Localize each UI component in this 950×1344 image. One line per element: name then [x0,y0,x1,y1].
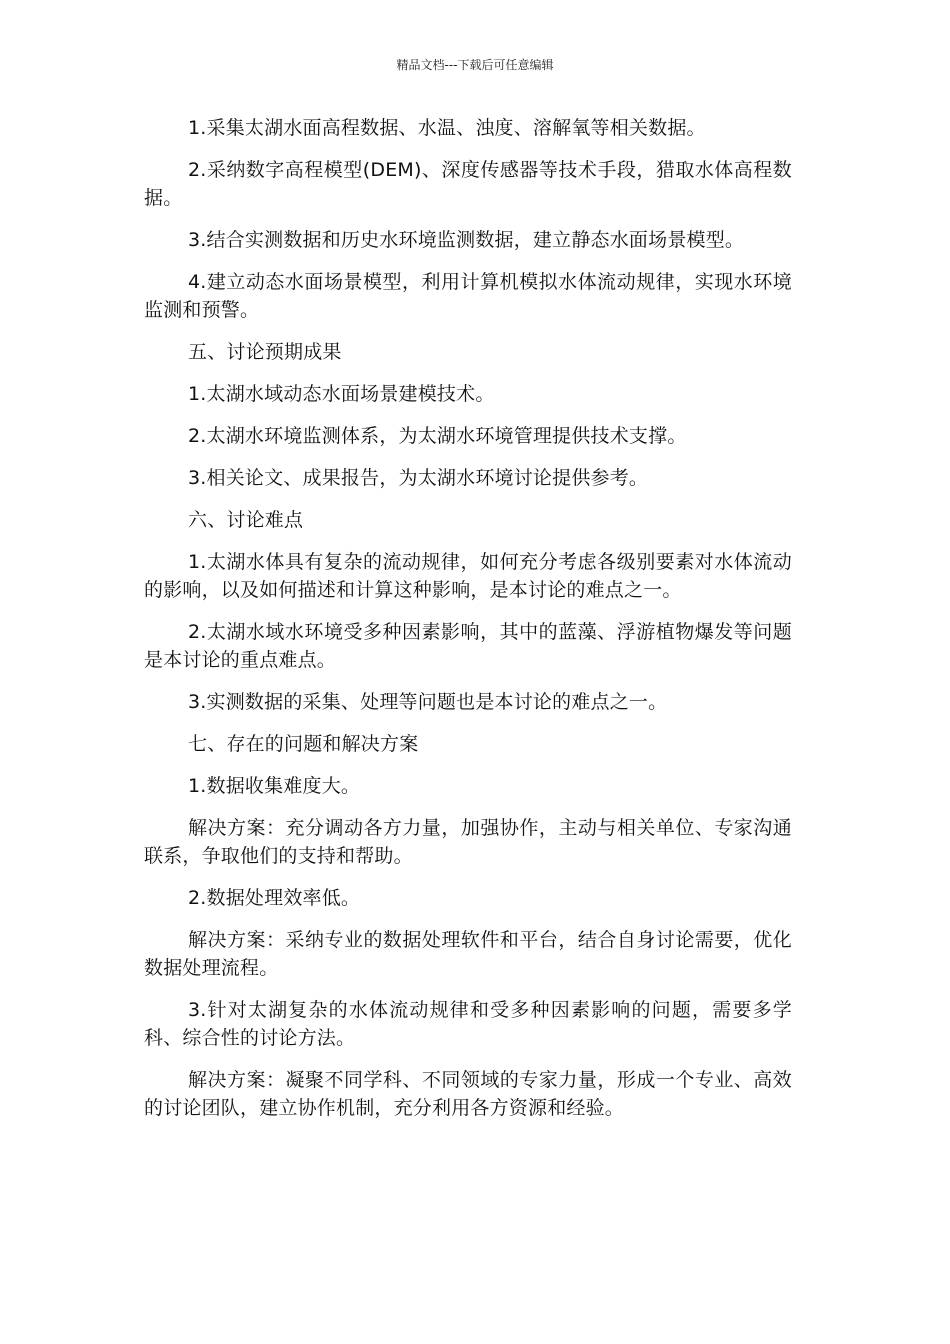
list-item-result-papers: 3.相关论文、成果报告，为太湖水环境讨论提供参考。 [188,467,649,489]
list-item-problem-processing: 2.数据处理效率低。 [188,887,361,909]
page-header: 精品文档---下载后可任意编辑 [396,58,554,72]
list-item-dem-method: 2.采纳数字高程模型(DEM)、深度传感器等技术手段，猎取水体高程数据。 [144,159,792,209]
section-heading-problems-solutions: 七、存在的问题和解决方案 [188,733,419,755]
list-item-result-modeling: 1.太湖水域动态水面场景建模技术。 [188,383,495,405]
section-heading-expected-results: 五、讨论预期成果 [188,341,342,363]
document-body [144,114,792,1136]
list-item-dynamic-model: 4.建立动态水面场景模型，利用计算机模拟水体流动规律，实现水环境监测和预警。 [144,271,792,321]
solution-processing: 解决方案：采纳专业的数据处理软件和平台，结合自身讨论需要，优化数据处理流程。 [144,929,792,979]
list-item-difficulty-algae: 2.太湖水域水环境受多种因素影响，其中的蓝藻、浮游植物爆发等问题是本讨论的重点难点。 [144,621,792,671]
list-item-difficulty-data: 3.实测数据的采集、处理等问题也是本讨论的难点之一。 [188,691,668,713]
solution-method: 解决方案：凝聚不同学科、不同领域的专家力量，形成一个专业、高效的讨论团队，建立协作机制，充分利用各方资源和经验。 [144,1069,792,1119]
list-item-problem-collection: 1.数据收集难度大。 [188,775,361,797]
list-item-difficulty-flow: 1.太湖水体具有复杂的流动规律，如何充分考虑各级别要素对水体流动的影响，以及如何描述和计算这种影响，是本讨论的难点之一。 [144,551,792,601]
list-item-result-monitoring: 2.太湖水环境监测体系，为太湖水环境管理提供技术支撑。 [188,425,687,447]
section-heading-difficulties: 六、讨论难点 [188,509,304,531]
list-item-static-model: 3.结合实测数据和历史水环境监测数据，建立静态水面场景模型。 [188,229,745,251]
solution-collection: 解决方案：充分调动各方力量，加强协作，主动与相关单位、专家沟通联系，争取他们的支持和帮助。 [144,817,792,867]
list-item-collect-data: 1.采集太湖水面高程数据、水温、浊度、溶解氧等相关数据。 [188,117,706,139]
list-item-problem-method: 3.针对太湖复杂的水体流动规律和受多种因素影响的问题，需要多学科、综合性的讨论方法。 [144,999,792,1049]
